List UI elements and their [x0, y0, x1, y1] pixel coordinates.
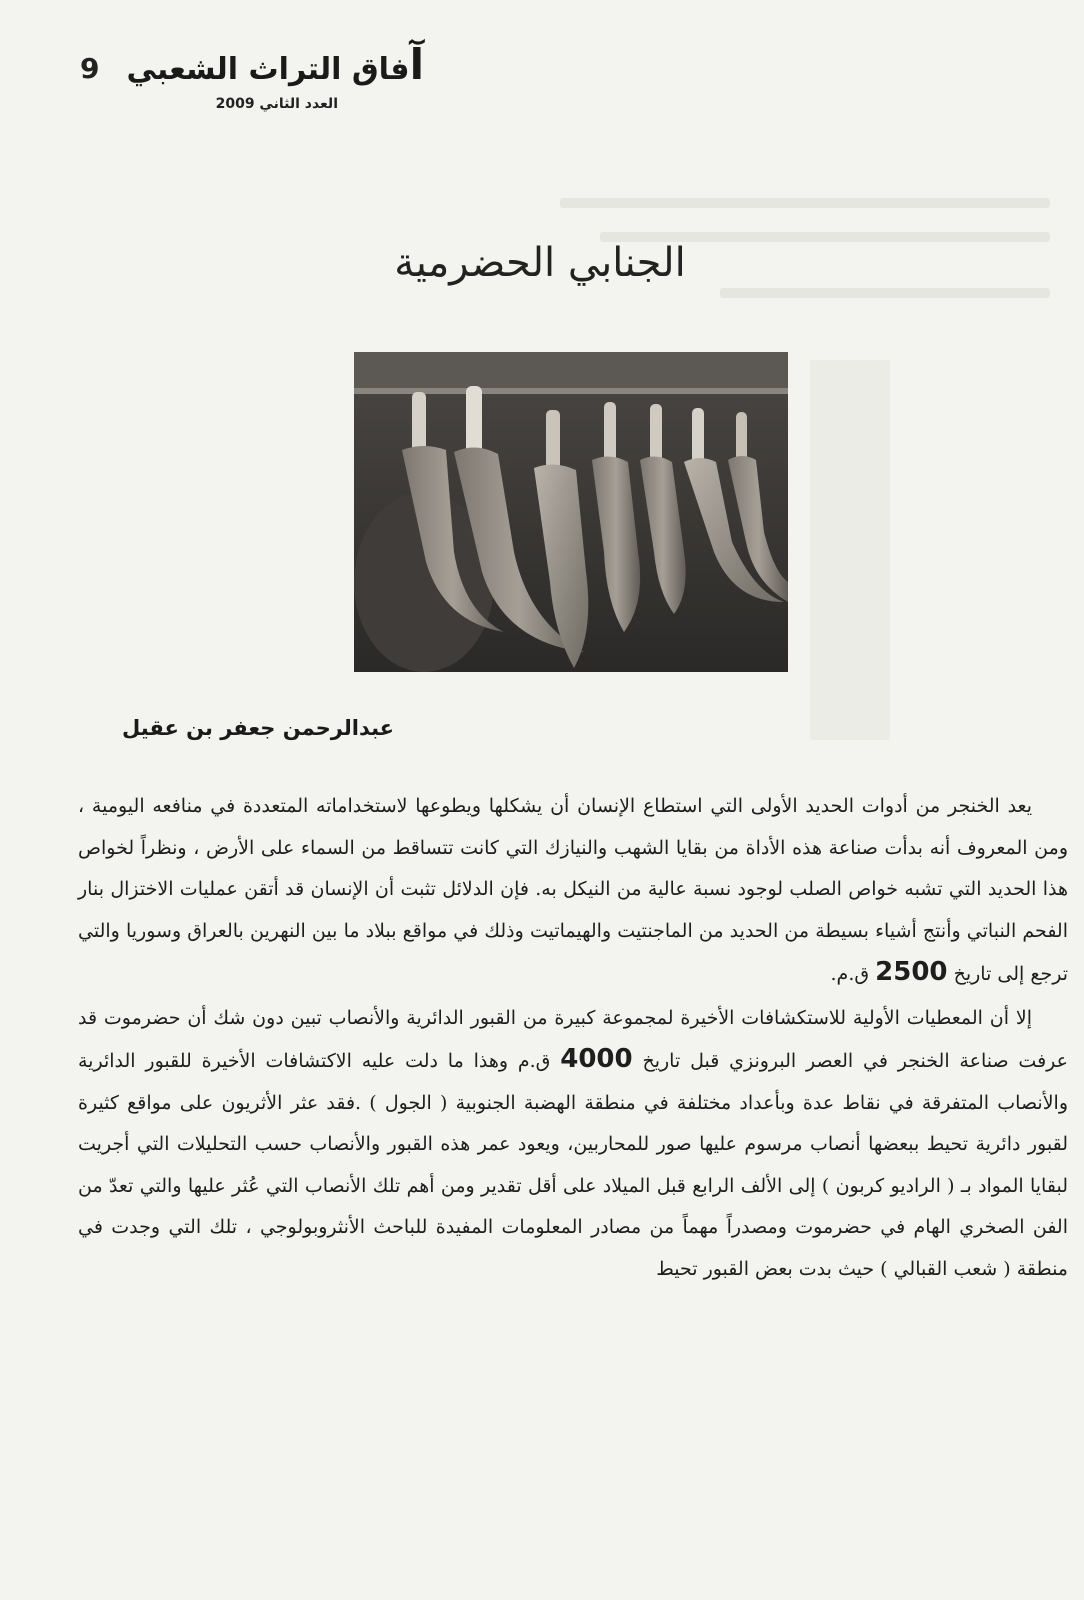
- issue-label: العدد الثاني 2009: [215, 96, 338, 112]
- daggers-illustration: [354, 352, 788, 672]
- magazine-title-initial: آ: [409, 40, 424, 89]
- year-number: 2500: [875, 957, 948, 987]
- year-number: 4000: [560, 1044, 633, 1074]
- bleed-through-mark: [720, 288, 1050, 298]
- paragraph-text: يعد الخنجر من أدوات الحديد الأولى التي استطاع الإنسان أن يشكلها ويطوعها لاستخداماته المتعددة في منافعه اليومية ، ومن المعروف أنه بدأت صناعة هذه الأداة من بقايا الشهب والنيازك التي كانت تتساقط من السماء على الأرض ، ونظراً لخواص هذا الحديد التي تشبه خواص الصلب لوجود نسبة عالية من النيكل به. فإن الدلائل تثبت أن الإنسان قد أتقن عمليات الاختزال بنار الفحم النباتي وأنتج أشياء بسيطة من الحديد من الماجنتيت والهيماتيت وذلك في مواقع ببلاد ما بين النهرين بالعراق وسوريا والتي ترجع إلى تاريخ: [78, 795, 1068, 985]
- paragraph-text: ق.م وهذا ما دلت عليه الاكتشافات الأخيرة للقبور الدائرية والأنصاب المتفرقة في نقاط عدة وبأعداد مختلفة في منطقة الهضبة الجنوبية ( الجول ) .فقد عثر الأثريون على مواقع كثيرة لقبور دائرية تحيط ببعضها أنصاب مرسوم عليها صور للمحاربين، ويعود عمر هذه القبور والأنصاب حسب التحليلات التي أجريت لبقايا المواد بـ ( الراديو كربون ) إلى الألف الرابع قبل الميلاد على أقل تقدير ومن أهم تلك الأنصاب التي عُثر عليها والتي تعدّ من الفن الصخري الهام في حضرموت ومصدراً مهماً من مصادر المعلومات المفيدة للباحث الأنثروبولوجي ، تلك التي وجدت في منطقة ( شعب القبالي ) حيث بدت بعض القبور تحيط: [78, 1050, 1068, 1280]
- author-name: عبدالرحمن جعفر بن عقيل: [122, 716, 394, 740]
- jambiya-daggers-photo: [354, 352, 788, 672]
- magazine-title-rest: فاق التراث الشعبي: [126, 52, 410, 87]
- paragraph-text: ق.م.: [830, 963, 870, 985]
- bleed-through-mark: [810, 360, 890, 740]
- bleed-through-mark: [560, 198, 1050, 208]
- body-paragraph: [78, 786, 1068, 996]
- article-body: [78, 786, 1068, 1290]
- masthead: [60, 38, 424, 118]
- body-paragraph: [78, 998, 1068, 1291]
- paragraph-text: إلا أن المعطيات الأولية للاستكشافات الأخيرة لمجموعة كبيرة من القبور الدائرية والأنصاب تبين دون شك أن حضرموت قد عرفت صناعة الخنجر في العصر البرونزي قبل تاريخ: [78, 1006, 1068, 1072]
- article-title: الجنابي الحضرمية: [394, 240, 686, 286]
- page-number: 9: [80, 52, 100, 85]
- magazine-title: [124, 40, 424, 89]
